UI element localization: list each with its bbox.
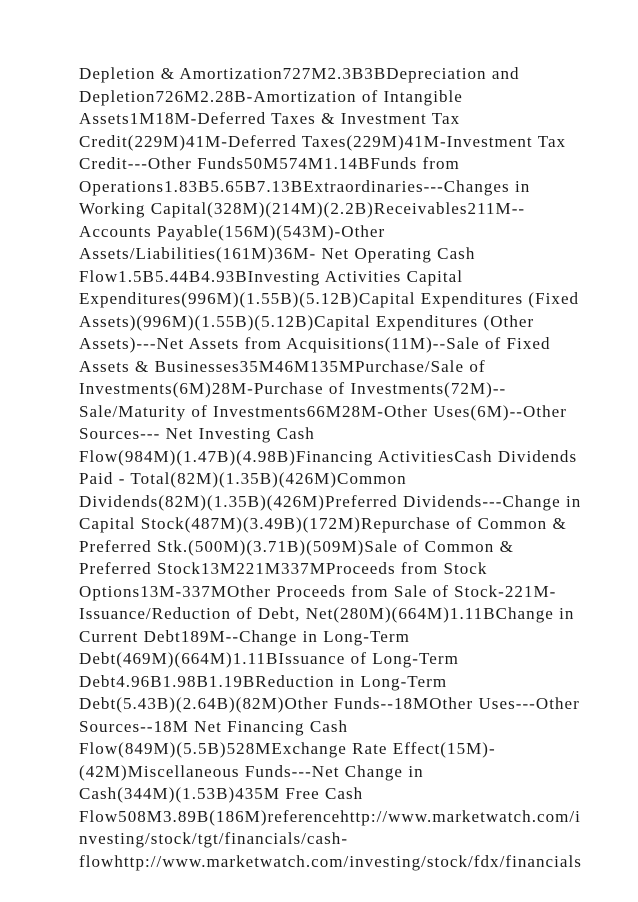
text-line: Assets)---Net Assets from Acquisitions(11M)--Sale of Fixed xyxy=(79,334,551,353)
text-line: Operations1.83B5.65B7.13BExtraordinaries---Changes in xyxy=(79,176,531,196)
text-line: Flow1.5B5.44B4.93BInvesting Activities Capital xyxy=(79,266,464,286)
text-line: Sources--18M Net Financing Cash xyxy=(79,716,349,736)
text-line: Investments(6M)28M-Purchase of Investments(72M)-- xyxy=(79,379,507,398)
text-line: Accounts Payable(156M)(543M)-Other xyxy=(79,221,386,241)
text-line: flowhttp://www.marketwatch.com/investing/stock/fdx/financials xyxy=(79,851,582,871)
text-line: Assets1M18M-Deferred Taxes & Investment Tax xyxy=(79,109,461,128)
text-line: Flow(849M)(5.5B)528MExchange Rate Effect(15M)- xyxy=(79,739,496,758)
text-line: Credit(229M)41M-Deferred Taxes(229M)41M-Investment Tax xyxy=(79,131,567,151)
text-line: Dividends(82M)(1.35B)(426M)Preferred Dividends---Change in xyxy=(79,491,582,511)
text-line: Depletion726M2.28B-Amortization of Intangible xyxy=(79,86,463,106)
text-line: Issuance/Reduction of Debt, Net(280M)(664M)1.11BChange in xyxy=(79,604,575,623)
text-line: Assets & Businesses35M46M135MPurchase/Sale of xyxy=(79,356,486,376)
text-line: Flow508M3.89B(186M)referencehttp://www.marketwatch.com/i xyxy=(79,806,581,826)
text-line: Credit---Other Funds50M574M1.14BFunds from xyxy=(79,154,460,173)
text-line: Capital Stock(487M)(3.49B)(172M)Repurchase of Common & xyxy=(79,514,567,533)
text-line: Working Capital(328M)(214M)(2.2B)Receivables211M-- xyxy=(79,199,526,218)
text-line: Assets/Liabilities(161M)36M- Net Operating Cash xyxy=(79,244,476,263)
text-line: Debt(469M)(664M)1.11BIssuance of Long-Term xyxy=(79,649,459,668)
text-line: Paid - Total(82M)(1.35B)(426M)Common xyxy=(79,469,407,488)
text-line: Sale/Maturity of Investments66M28M-Other Uses(6M)--Other xyxy=(79,401,567,421)
text-line: Flow(984M)(1.47B)(4.98B)Financing ActivitiesCash Dividends xyxy=(79,446,578,466)
text-line: Debt4.96B1.98B1.19BReduction in Long-Term xyxy=(79,671,448,691)
text-line: (42M)Miscellaneous Funds---Net Change in xyxy=(79,761,424,781)
text-line: nvesting/stock/tgt/financials/cash- xyxy=(79,829,349,848)
text-line: Cash(344M)(1.53B)435M Free Cash xyxy=(79,784,364,803)
text-line: Current Debt189M--Change in Long-Term xyxy=(79,626,410,646)
document-body-text xyxy=(79,63,635,873)
text-line: Options13M-337MOther Proceeds from Sale of Stock-221M- xyxy=(79,581,557,601)
text-line: Debt(5.43B)(2.64B)(82M)Other Funds--18MOther Uses---Other xyxy=(79,694,580,713)
text-line: Expenditures(996M)(1.55B)(5.12B)Capital Expenditures (Fixed xyxy=(79,289,580,308)
text-line: Preferred Stk.(500M)(3.71B)(509M)Sale of Common & xyxy=(79,536,514,556)
text-line: Assets)(996M)(1.55B)(5.12B)Capital Expenditures (Other xyxy=(79,311,535,331)
text-line: Depletion & Amortization727M2.3B3BDepreciation and xyxy=(79,64,520,83)
text-line: Preferred Stock13M221M337MProceeds from Stock xyxy=(79,559,488,578)
text-line: Sources--- Net Investing Cash xyxy=(79,424,315,443)
